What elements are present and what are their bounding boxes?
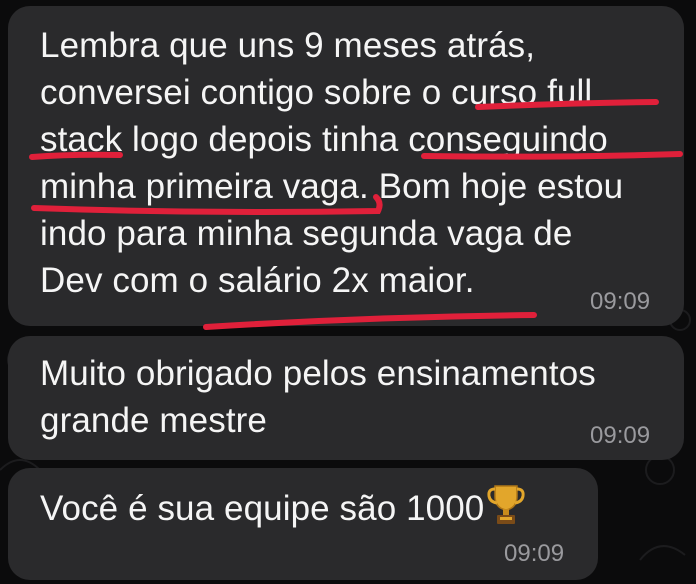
message-line: Lembra que uns 9 meses atrás,: [40, 26, 536, 65]
message-timestamp: 09:09: [504, 540, 565, 567]
message-line: minha primeira vaga. Bom hoje estou: [40, 167, 624, 206]
message-line: indo para minha segunda vaga de: [40, 214, 573, 253]
message-line: Dev com o salário 2x maior.: [40, 261, 475, 300]
message-text-3: [40, 482, 526, 538]
message-line: conversei contigo sobre o curso full: [40, 73, 593, 112]
message-line: grande mestre: [40, 401, 267, 440]
message-bubble-3[interactable]: [8, 468, 598, 580]
trophy-icon: [486, 482, 526, 538]
message-bubble-2[interactable]: [8, 336, 684, 460]
message-line: Muito obrigado pelos ensinamentos: [40, 354, 596, 393]
message-line: Você é sua equipe são 1000: [40, 489, 485, 528]
message-line: stack logo depois tinha conseguindo: [40, 120, 608, 159]
message-bubble-1[interactable]: [8, 6, 684, 326]
message-timestamp: 09:09: [590, 422, 651, 449]
message-text-1: [40, 22, 623, 304]
message-timestamp: 09:09: [590, 288, 651, 315]
message-text-2: [40, 350, 596, 444]
